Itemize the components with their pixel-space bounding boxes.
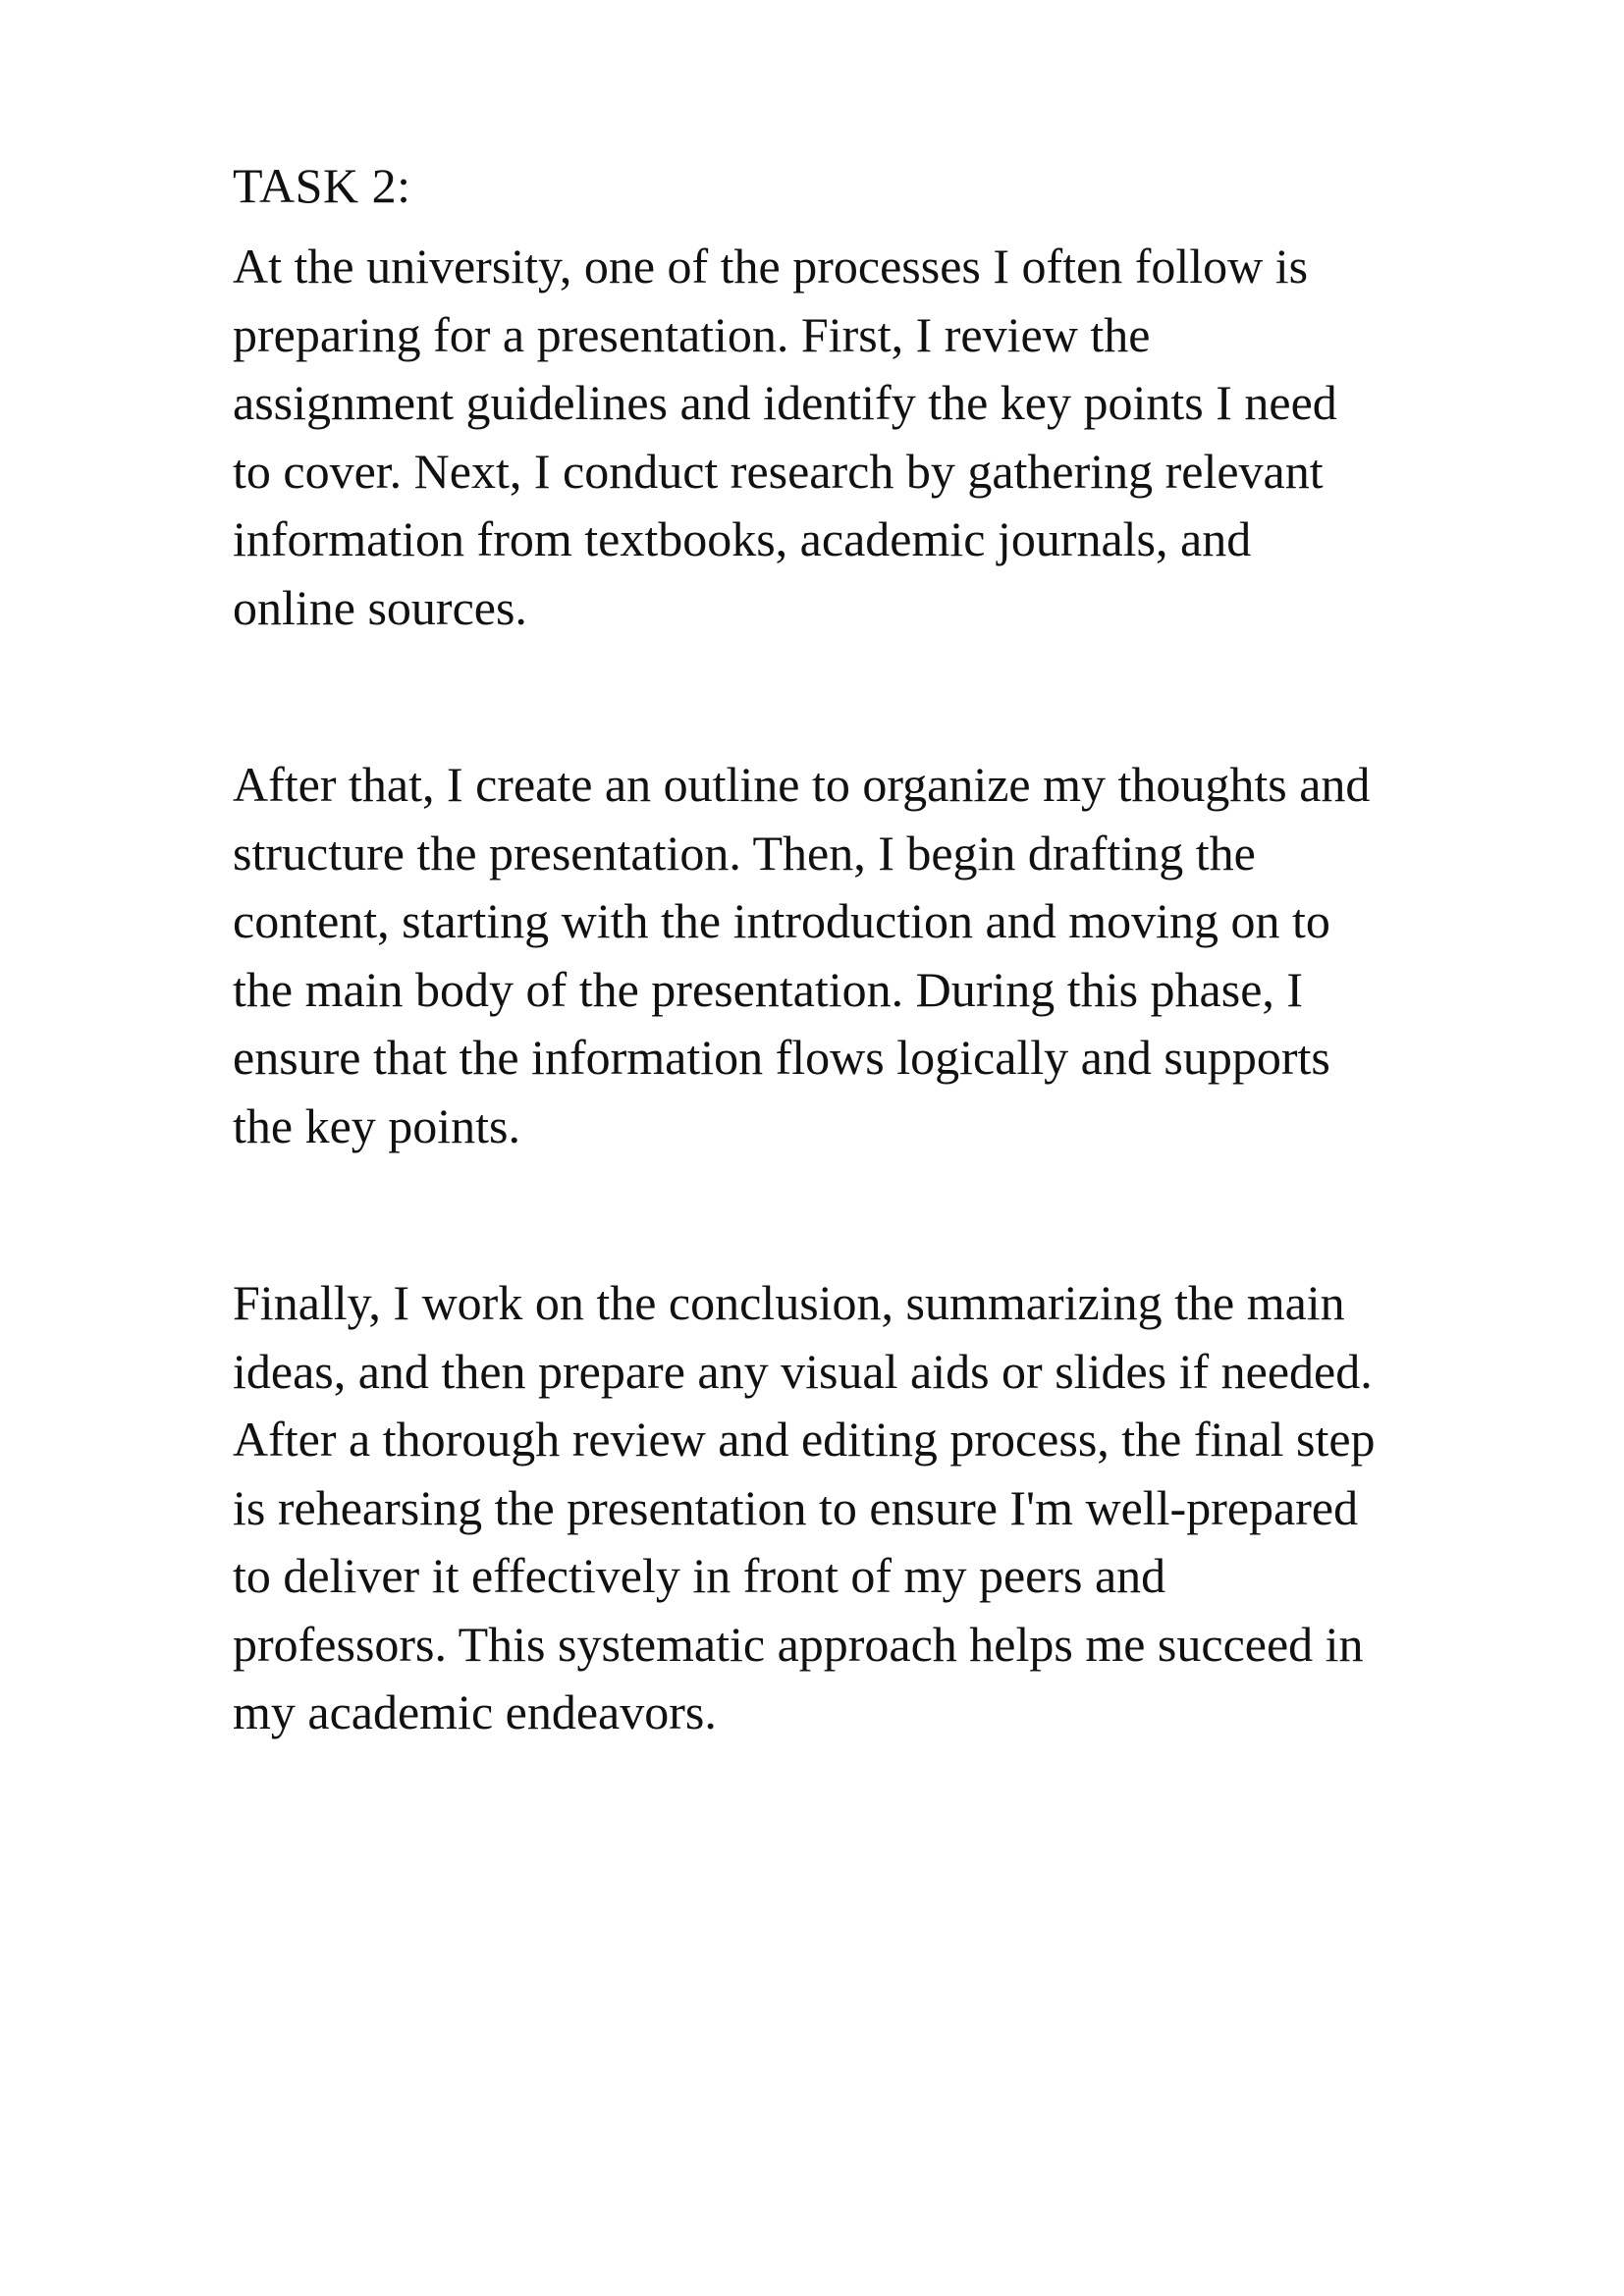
paragraph-line: assignment guidelines and identify the key points I need <box>233 375 1337 430</box>
paragraph-1 <box>233 233 1548 642</box>
paragraph-spacer <box>233 1160 1548 1269</box>
paragraph-2 <box>233 751 1548 1160</box>
document-body <box>233 152 1548 1747</box>
paragraph-line: online sources. <box>233 579 527 635</box>
paragraph-line: Finally, I work on the conclusion, summarizing the main <box>233 1275 1345 1330</box>
paragraph-line: At the university, one of the processes I often follow is <box>233 239 1309 294</box>
paragraph-line: is rehearsing the presentation to ensure I'm well-prepared <box>233 1479 1359 1535</box>
paragraph-line: the key points. <box>233 1097 521 1153</box>
paragraph-line: After that, I create an outline to organize my thoughts and <box>233 757 1371 812</box>
paragraph-line: content, starting with the introduction and moving on to <box>233 893 1330 948</box>
paragraph-line: the main body of the presentation. During this phase, I <box>233 961 1304 1017</box>
paragraph-line: professors. This systematic approach helps me succeed in <box>233 1616 1364 1672</box>
paragraph-3 <box>233 1269 1548 1747</box>
paragraph-line: to cover. Next, I conduct research by gathering relevant <box>233 443 1324 499</box>
paragraph-line: ensure that the information flows logically and supports <box>233 1030 1330 1085</box>
paragraph-line: information from textbooks, academic journals, and <box>233 511 1252 566</box>
paragraph-spacer <box>233 642 1548 751</box>
paragraph-line: to deliver it effectively in front of my peers and <box>233 1548 1166 1603</box>
task-heading: TASK 2: <box>233 158 411 213</box>
paragraph-line: After a thorough review and editing process, the final step <box>233 1412 1376 1467</box>
paragraph-line: structure the presentation. Then, I begin drafting the <box>233 825 1256 881</box>
paragraph-line: my academic endeavors. <box>233 1684 717 1739</box>
paragraph-line: preparing for a presentation. First, I review the <box>233 306 1151 362</box>
paragraph-line: ideas, and then prepare any visual aids or slides if needed. <box>233 1343 1373 1399</box>
